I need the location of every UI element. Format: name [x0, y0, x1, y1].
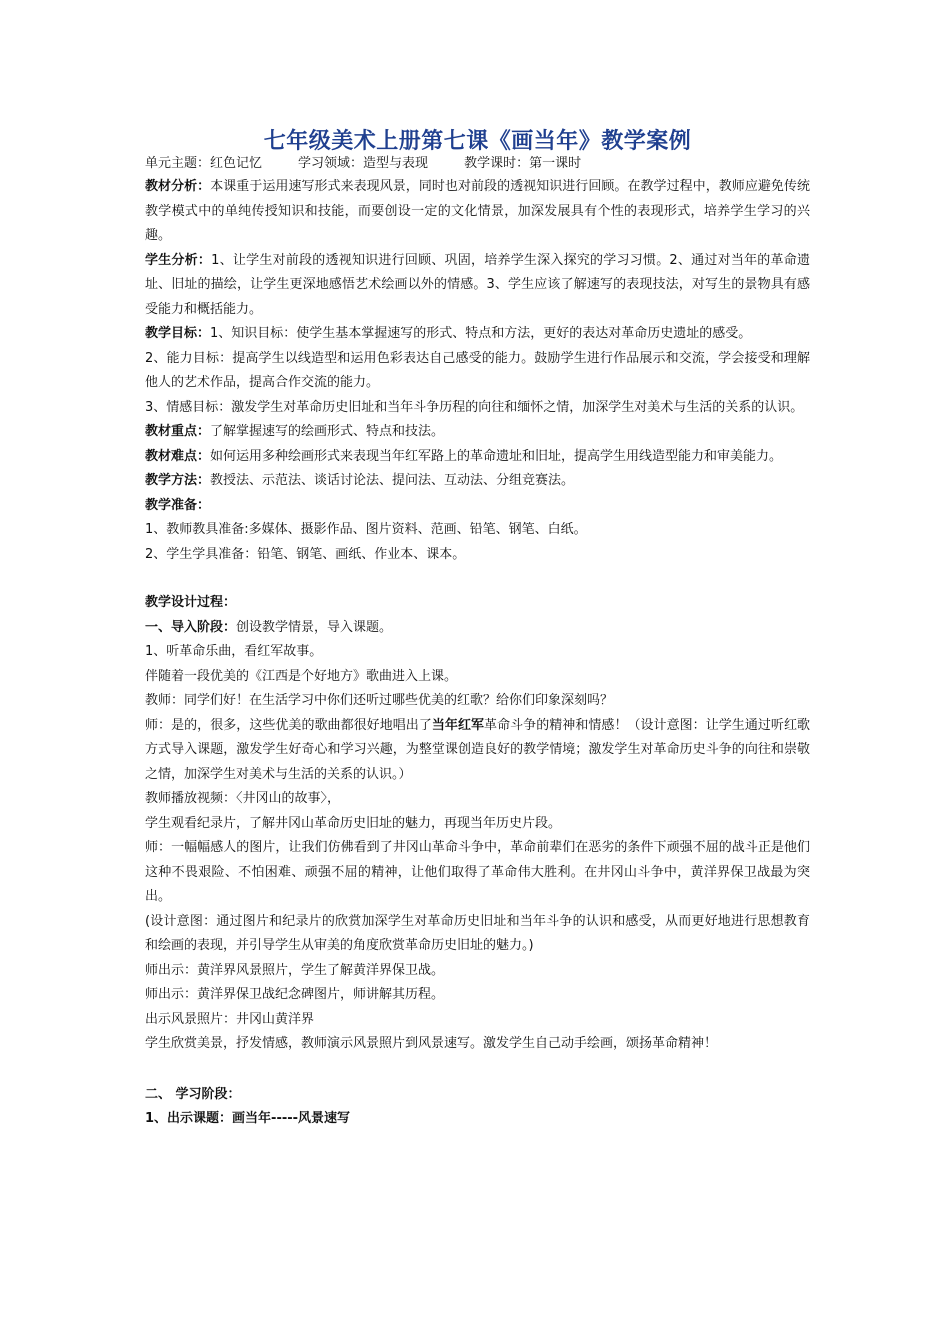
- material-analysis: 教材分析：本课重于运用速写形式来表现风景，同时也对前段的透视知识进行回顾。在教学过程中，教师应避免传统教学模式中的单纯传授知识和技能，而要创设一定的文化情景，加深发展具有个性的表现形式，培养学生学习的兴趣。: [145, 179, 810, 243]
- process-line: 学生欣赏美景，抒发情感，教师演示风景照片到风景速写。激发学生自己动手绘画，颂扬革命精神！: [145, 1036, 718, 1051]
- period-label: 教学课时：: [464, 156, 530, 171]
- process-line: 学生观看纪录片，了解井冈山革命历史旧址的魅力，再现当年历史片段。: [145, 815, 562, 831]
- teaching-goals: 教学目标：1、知识目标：使学生基本掌握速写的形式、特点和方法，更好的表达对革命历史遗址的感受。: [145, 326, 752, 341]
- field-value: 造型与表现: [363, 156, 429, 171]
- goal-ability: 2、能力目标：提高学生以线造型和运用色彩表达自己感受的能力。鼓励学生进行作品展示和交流，学会接受和理解他人的艺术作品，提高合作交流的能力。: [145, 350, 810, 390]
- unit-label: 单元主题：: [145, 156, 211, 171]
- process-line: 教师：同学们好！在生活学习中你们还听过哪些优美的红歌？给你们印象深刻吗？: [145, 693, 614, 708]
- stage2: 二、 学习阶段：: [145, 1086, 241, 1102]
- process-line: 师出示：黄洋界保卫战纪念碑图片，师讲解其历程。: [145, 987, 445, 1002]
- preparation-heading: 教学准备：: [145, 497, 211, 513]
- document-body: [145, 175, 810, 1132]
- process-line: 出示风景照片：井冈山黄洋界: [145, 1011, 315, 1027]
- prep-teacher: 1、教师教具准备:多媒体、摄影作品、图片资料、范画、铅笔、钢笔、白纸。: [145, 522, 587, 537]
- process-line: 教师播放视频：〈井冈山的故事〉，: [145, 791, 341, 806]
- unit-value: 红色记忆: [210, 156, 263, 171]
- prep-student: 2、学生学具准备：铅笔、钢笔、画纸、作业本、课本。: [145, 546, 466, 562]
- student-analysis: 学生分析：1、让学生对前段的透视知识进行回顾、巩固，培养学生深入探究的学习习惯。2、通过对当年的革命遗址、旧址的描绘，让学生更深地感悟艺术绘画以外的情感。3、学生应该了解速写的表现技法，对写生的景物具有感受能力和概括能力。: [145, 252, 810, 317]
- period-value: 第一课时: [529, 156, 582, 171]
- teaching-methods: 教学方法：教授法、示范法、谈话讨论法、提问法、互动法、分组竞赛法。: [145, 473, 575, 488]
- stage2-item1: 1、出示课题：画当年-----风景速写: [145, 1111, 351, 1126]
- stage1: 一、导入阶段：创设教学情景，导入课题。: [145, 619, 393, 635]
- field-label: 学习领域：: [298, 156, 364, 171]
- process-heading: 教学设计过程：: [145, 595, 237, 610]
- process-line: (设计意图：通过图片和纪录片的欣赏加深学生对革命历史旧址和当年斗争的认识和感受，从而更好地进行思想教育和绘画的表现，并引导学生从审美的角度欣赏革命历史旧址的魅力。): [145, 913, 810, 953]
- process-line: 师出示：黄洋界风景照片，学生了解黄洋界保卫战。: [145, 962, 445, 978]
- page-title: 七年级美术上册第七课《画当年》教学案例: [263, 129, 692, 154]
- key-points: 教材重点：了解掌握速写的绘画形式、特点和技法。: [145, 424, 445, 439]
- process-line: 伴随着一段优美的《江西是个好地方》歌曲进入上课。: [145, 668, 458, 684]
- process-line: 师：是的，很多，这些优美的歌曲都很好地唱出了当年红军革命斗争的精神和情感！（设计意图：让学生通过听红歌方式导入课题，激发学生好奇心和学习兴趣，为整堂课创造良好的教学情境；激发学生对革命历史斗争的向往和崇敬之情，加深学生对美术与生活的关系的认识。）: [145, 717, 810, 782]
- process-line: 1、听革命乐曲，看红军故事。: [145, 644, 323, 659]
- lesson-meta: [145, 153, 581, 175]
- goal-emotion: 3、情感目标：激发学生对革命历史旧址和当年斗争历程的向往和缅怀之情，加深学生对美术与生活的关系的认识。: [145, 399, 804, 415]
- process-line: 师：一幅幅感人的图片，让我们仿佛看到了井冈山革命斗争中，革命前辈们在恶劣的条件下顽强不屈的战斗正是他们这种不畏艰险、不怕困难、顽强不屈的精神，让他们取得了革命伟大胜利。在井冈山斗争中，黄洋界保卫战最为突出。: [145, 840, 810, 904]
- difficulties: 教材难点：如何运用多种绘画形式来表现当年红军路上的革命遗址和旧址，提高学生用线造型能力和审美能力。: [145, 448, 783, 464]
